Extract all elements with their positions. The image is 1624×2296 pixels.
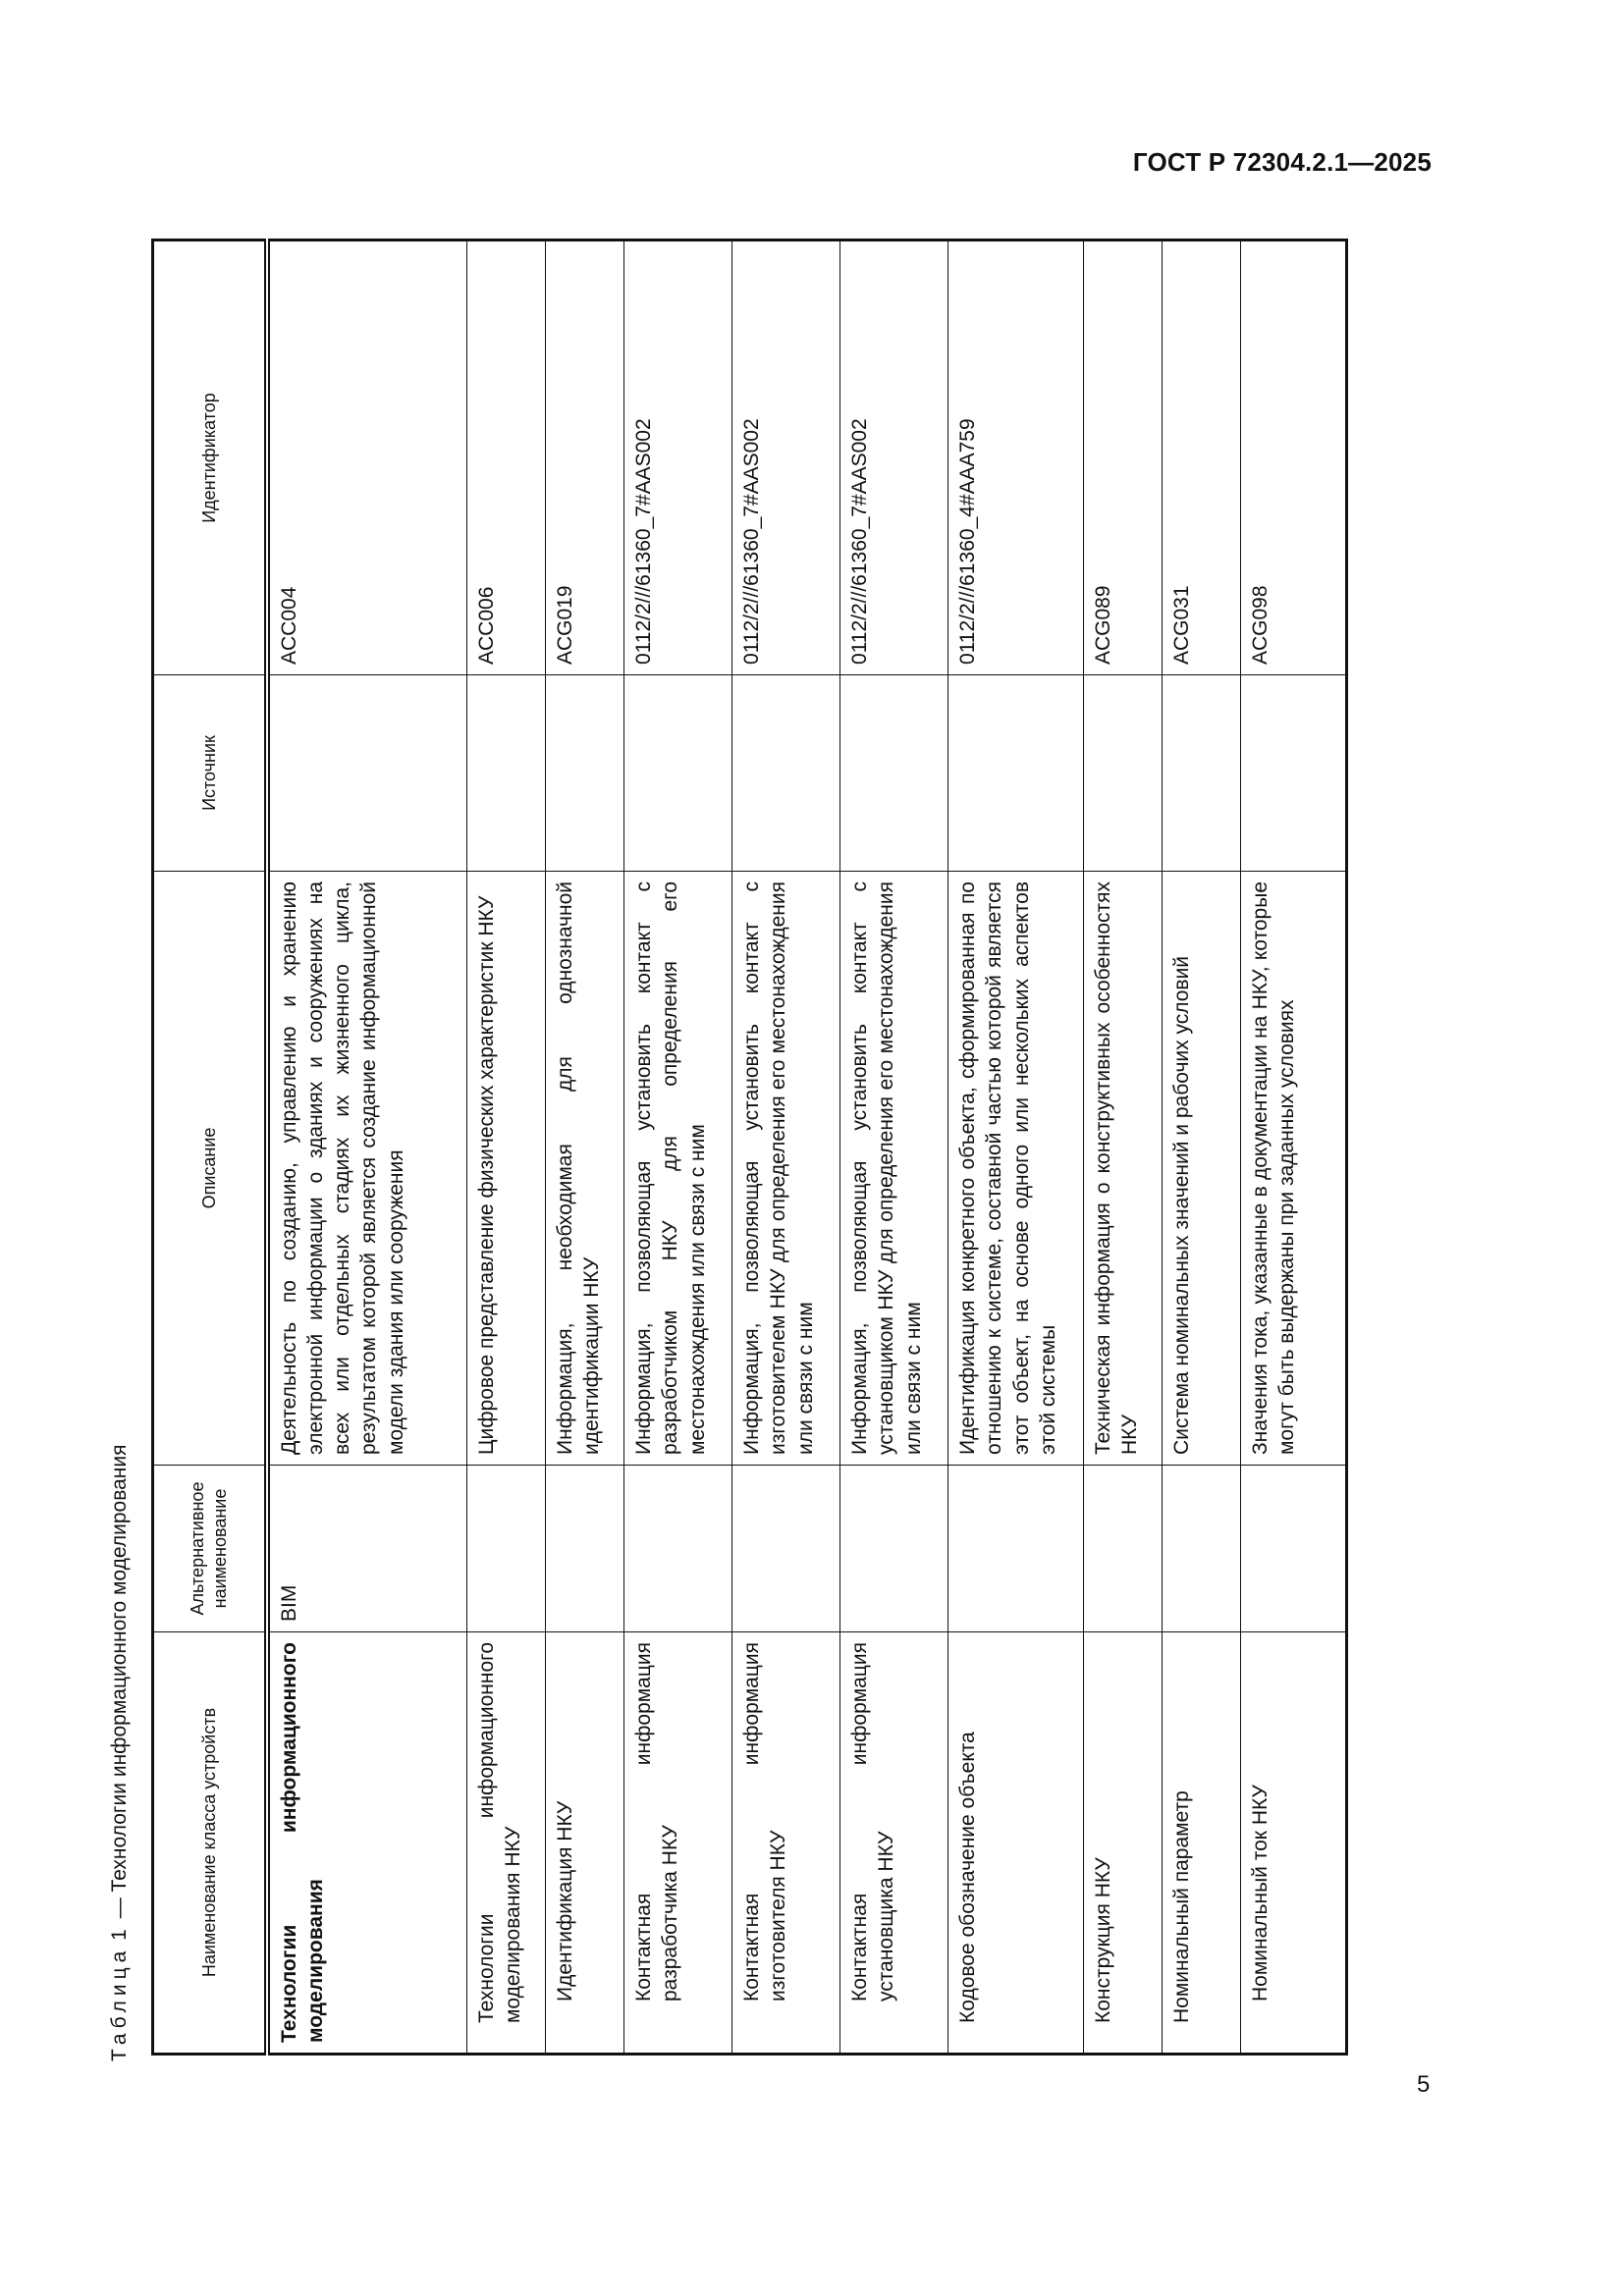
table-row: [546, 240, 624, 2055]
row-identifier: 0112/2///61360_7#AAS002: [624, 240, 732, 675]
table-row: [1163, 240, 1241, 2055]
row-identifier: 0112/2///61360_7#AAS002: [732, 240, 840, 675]
caption-number: 1: [108, 1924, 131, 1941]
col-header-description: Описание: [153, 872, 267, 1466]
rotated-table-block: [108, 236, 1355, 2061]
row-description: Информация, позволяющая установить контакт с разработчиком НКУ для определения его местонахождения или связи с ним: [624, 872, 732, 1466]
row-source: [546, 675, 624, 872]
row-identifier: ACG089: [1084, 240, 1163, 675]
table-row: [267, 240, 467, 2055]
row-source: [732, 675, 840, 872]
row-source: [1241, 675, 1347, 872]
row-alt-name: [467, 1466, 546, 1632]
row-identifier: 0112/2///61360_4#AAA759: [948, 240, 1084, 675]
col-header-name: Наименование класса устройств: [153, 1632, 267, 2055]
row-description: Идентификация конкретного объекта, сформированная по отношению к системе, составной частью которой является этот объект, на основе одного или нескольких аспектов этой системы: [948, 872, 1084, 1466]
caption-label: Таблица: [108, 1946, 131, 2061]
row-source: [840, 675, 948, 872]
row-name: Идентификация НКУ: [546, 1632, 624, 2055]
table-caption: [108, 1445, 132, 2062]
page-number: 5: [1417, 2071, 1431, 2098]
row-alt-name: [546, 1466, 624, 1632]
row-alt-name: [1241, 1466, 1347, 1632]
row-source: [948, 675, 1084, 872]
table-row: [624, 240, 732, 2055]
row-name: Номинальный ток НКУ: [1241, 1632, 1347, 2055]
device-class-table: [151, 239, 1348, 2056]
row-name: Конструкция НКУ: [1084, 1632, 1163, 2055]
row-identifier: ACG098: [1241, 240, 1347, 675]
row-alt-name: [948, 1466, 1084, 1632]
row-description: Деятельность по созданию, управлению и хранению электронной информации о зданиях и сооружениях на всех или отдельных стадиях их жизненного цикла, результатом которой является создание информационной модели здания или сооружения: [267, 872, 467, 1466]
row-source: [1163, 675, 1241, 872]
row-name: Технологии информационного моделирования НКУ: [467, 1632, 546, 2055]
row-identifier: ACG031: [1163, 240, 1241, 675]
row-name: Номинальный параметр: [1163, 1632, 1241, 2055]
row-description: Значения тока, указанные в документации на НКУ, которые могут быть выдержаны при заданных условиях: [1241, 872, 1347, 1466]
row-name: Технологии информационного моделирования: [267, 1632, 467, 2055]
table-row: [1084, 240, 1163, 2055]
table-row: [948, 240, 1084, 2055]
table-header-row: [153, 240, 267, 2055]
row-identifier: ACG019: [546, 240, 624, 675]
row-alt-name: [732, 1466, 840, 1632]
row-identifier: 0112/2///61360_7#AAS002: [840, 240, 948, 675]
row-source: [467, 675, 546, 872]
table-row: [840, 240, 948, 2055]
row-identifier: ACC006: [467, 240, 546, 675]
row-alt-name: [624, 1466, 732, 1632]
row-description: Цифровое представление физических характеристик НКУ: [467, 872, 546, 1466]
row-name: Кодовое обозначение объекта: [948, 1632, 1084, 2055]
row-alt-name: [1084, 1466, 1163, 1632]
row-source: [267, 675, 467, 872]
row-description: Система номинальных значений и рабочих условий: [1163, 872, 1241, 1466]
col-header-alt-name: Альтернативное наименование: [153, 1466, 267, 1632]
table-row: [467, 240, 546, 2055]
caption-title: — Технологии информационного моделирования: [108, 1444, 131, 1919]
table-row: [1241, 240, 1347, 2055]
row-description: Информация, позволяющая установить контакт с установщиком НКУ для определения его местонахождения или связи с ним: [840, 872, 948, 1466]
document-id: ГОСТ Р 72304.2.1—2025: [1132, 147, 1432, 177]
row-alt-name: [840, 1466, 948, 1632]
col-header-source: Источник: [153, 675, 267, 872]
row-description: Информация, позволяющая установить контакт с изготовителем НКУ для определения его местонахождения или связи с ним: [732, 872, 840, 1466]
row-description: Информация, необходимая для однозначной идентификации НКУ: [546, 872, 624, 1466]
row-description: Техническая информация о конструктивных особенностях НКУ: [1084, 872, 1163, 1466]
row-source: [1084, 675, 1163, 872]
row-name: Контактная информация разработчика НКУ: [624, 1632, 732, 2055]
row-source: [624, 675, 732, 872]
row-identifier: ACC004: [267, 240, 467, 675]
row-name: Контактная информация изготовителя НКУ: [732, 1632, 840, 2055]
row-name: Контактная информация установщика НКУ: [840, 1632, 948, 2055]
row-alt-name: BIM: [267, 1466, 467, 1632]
col-header-identifier: Идентификатор: [153, 240, 267, 675]
row-alt-name: [1163, 1466, 1241, 1632]
table-row: [732, 240, 840, 2055]
